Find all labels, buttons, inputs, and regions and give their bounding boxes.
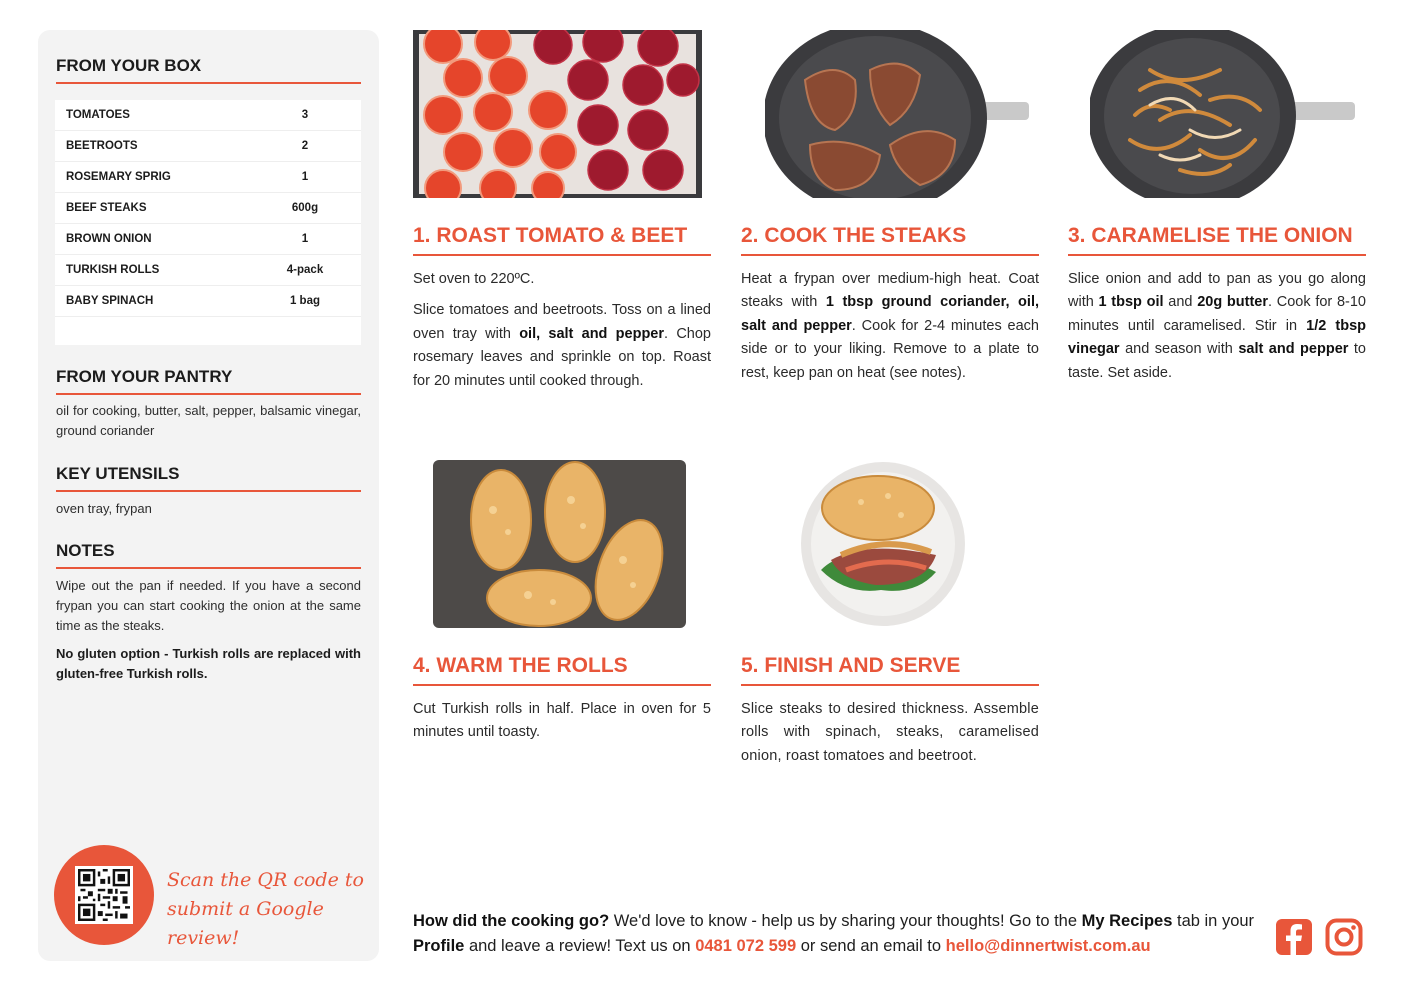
from-your-box-heading: FROM YOUR BOX xyxy=(56,56,361,84)
finished-roll-photo xyxy=(796,460,970,628)
step-4-text: Cut Turkish rolls in half. Place in oven for 5 minutes until toasty. xyxy=(413,701,711,741)
step-2-body xyxy=(741,268,1039,393)
ingredient-name: TURKISH ROLLS xyxy=(66,264,160,276)
email-link[interactable]: hello@dinnertwist.com.au xyxy=(945,937,1151,955)
sidebar xyxy=(38,30,379,961)
my-recipes-label: My Recipes xyxy=(1081,912,1173,930)
qr-code-icon[interactable] xyxy=(75,866,133,924)
ingredient-qty: 2 xyxy=(301,140,309,152)
step-2-title: 2. COOK THE STEAKS xyxy=(741,224,1039,256)
onion-pan-photo xyxy=(1090,30,1355,198)
ingredient-name: BEEF STEAKS xyxy=(66,202,147,214)
table-row xyxy=(55,224,361,255)
ingredient-name: ROSEMARY SPRIG xyxy=(66,171,171,183)
steaks-pan-photo xyxy=(765,30,1029,198)
ingredients-table xyxy=(55,100,361,345)
facebook-icon[interactable] xyxy=(1275,918,1313,956)
ingredient-qty: 1 xyxy=(301,233,309,245)
ingredient-qty: 1 xyxy=(301,171,309,183)
pantry-text: oil for cooking, butter, salt, pepper, balsamic vinegar, ground coriander xyxy=(56,403,361,438)
qr-review-note xyxy=(167,866,367,953)
ingredient-qty: 1 bag xyxy=(289,295,321,307)
gluten-note: No gluten option - Turkish rolls are replaced with gluten-free Turkish rolls. xyxy=(56,646,361,681)
step-1-body xyxy=(413,268,711,401)
step-1-title: 1. ROAST TOMATO & BEET xyxy=(413,224,711,256)
ingredient-name: BROWN ONION xyxy=(66,233,152,245)
ingredient-qty: 4-pack xyxy=(286,264,324,276)
step-3-title: 3. CARAMELISE THE ONION xyxy=(1068,224,1366,256)
roast-tray-photo xyxy=(413,30,702,198)
step-5-text: Slice steaks to desired thickness. Assemble rolls with spinach, steaks, caramelised onion, roast tomatoes and beetroot. xyxy=(741,701,1039,764)
step-3-body xyxy=(1068,268,1366,393)
profile-label: Profile xyxy=(413,937,465,955)
table-row xyxy=(55,162,361,193)
ingredient-qty: 600g xyxy=(291,202,319,214)
instagram-icon[interactable] xyxy=(1325,918,1363,956)
ingredient-name: TOMATOES xyxy=(66,109,130,121)
feedback-footer: How did the cooking go? We'd love to know - help us by sharing your thoughts! Go to the My Recipes tab in your Profile and leave a review! Text us on 0481 072 599 or send an email to hello@dinnertwist.com.au xyxy=(413,912,1255,955)
notes-heading: NOTES xyxy=(56,541,361,569)
step-5-body xyxy=(741,698,1039,776)
step-1-text: Slice tomatoes and beetroots. Toss on a lined oven tray with oil, salt and pepper. Chop rosemary leaves and sprinkle on top. Roast for 20 minutes until cooked through. xyxy=(413,302,711,389)
step-1-text: Set oven to 220ºC. xyxy=(413,271,535,287)
phone-link[interactable]: 0481 072 599 xyxy=(695,937,797,955)
ingredient-name: BABY SPINACH xyxy=(66,295,154,307)
pantry-heading: FROM YOUR PANTRY xyxy=(56,367,361,395)
table-row xyxy=(55,193,361,224)
notes-text: Wipe out the pan if needed. If you have a second frypan you can start cooking the onion at the same time as the steaks. xyxy=(56,578,361,633)
utensils-text: oven tray, frypan xyxy=(56,501,152,516)
table-row xyxy=(55,255,361,286)
qr-note-line: Scan the QR code to xyxy=(167,869,364,891)
step-4-body xyxy=(413,698,711,753)
table-row xyxy=(55,131,361,162)
ingredient-qty: 3 xyxy=(301,109,309,121)
step-5-title: 5. FINISH AND SERVE xyxy=(741,654,1039,686)
rolls-tray-photo xyxy=(433,460,686,628)
qr-note-line: submit a Google review! xyxy=(167,898,324,949)
step-3-text: Slice onion and add to pan as you go along with 1 tbsp oil and 20g butter. Cook for 8-10 minutes until caramelised. Stir in 1/2 tbsp vinegar and season with salt and pepper to taste. Set aside. xyxy=(1068,271,1367,381)
ingredient-name: BEETROOTS xyxy=(66,140,138,152)
step-2-text: Heat a frypan over medium-high heat. Coat steaks with 1 tbsp ground coriander, oil, salt and pepper. Cook for 2-4 minutes each side or to your liking. Remove to a plate to rest, keep pan on heat (see notes). xyxy=(741,271,1039,381)
utensils-heading: KEY UTENSILS xyxy=(56,464,361,492)
table-row xyxy=(55,286,361,317)
footer-question: How did the cooking go? xyxy=(413,912,610,930)
qr-badge[interactable] xyxy=(54,845,154,945)
step-4-title: 4. WARM THE ROLLS xyxy=(413,654,711,686)
table-row xyxy=(55,100,361,131)
